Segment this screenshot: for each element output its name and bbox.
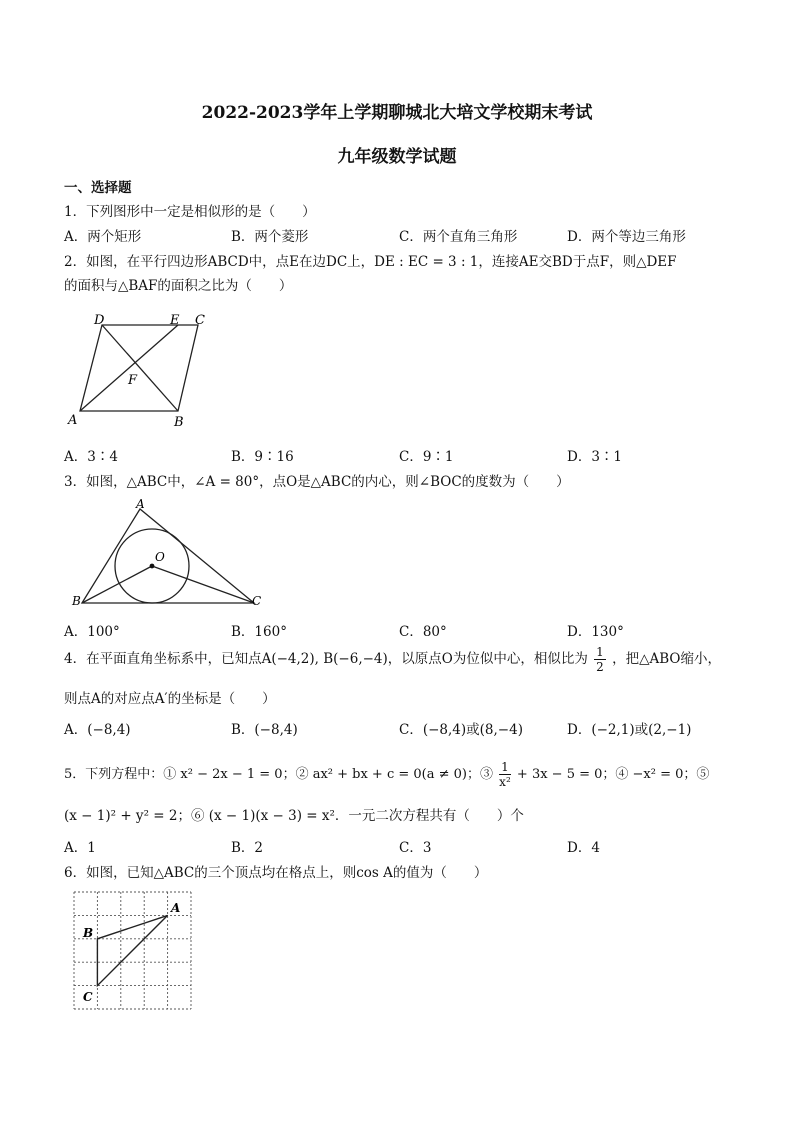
fraction-numerator: 1 (596, 645, 604, 659)
label-b: B (174, 415, 184, 430)
q6-stem: 6．如图，已知△ABC的三个顶点均在格点上，则cos A的值为（ ） (64, 865, 488, 881)
fraction-numerator: 1 (501, 760, 509, 774)
triangle-abc (97, 915, 167, 985)
q5-option-b: B．2 (231, 840, 264, 856)
q4-stem-line2: 则点A的对应点A′的坐标是（ ） (64, 691, 276, 707)
segment-ob (82, 566, 152, 603)
q3-option-d: D．130° (567, 624, 624, 640)
segment-bd (102, 325, 178, 411)
segment-oc (152, 566, 254, 603)
q5-stem-part1: 5．下列方程中：① x² − 2x − 1 = 0；② ax² + bx + c = 0(a ≠ 0)；③ (64, 767, 493, 782)
q6-grid-figure (72, 890, 197, 1015)
label-o: O (155, 550, 165, 564)
q5-option-c: C．3 (399, 840, 432, 856)
q4-stem-part2: ，把△ABO缩小， (612, 651, 721, 667)
q1-option-a: A．两个矩形 (64, 229, 142, 245)
exam-subtitle: 九年级数学试题 (337, 147, 457, 167)
q5-stem-part2: + 3x − 5 = 0；④ −x² = 0；⑤ (516, 767, 710, 782)
q3-stem: 3．如图，△ABC中，∠A = 80°，点O是△ABC的内心，则∠BOC的度数为（ ） (64, 474, 570, 490)
q4-option-b: B．(−8,4) (231, 722, 298, 738)
exam-title: 2022-2023学年上学期聊城北大培文学校期末考试 (201, 103, 593, 123)
q2-option-c: C．9∶1 (399, 449, 454, 465)
q2-option-b: B．9∶16 (231, 449, 294, 465)
q2-option-d: D．3∶1 (567, 449, 623, 465)
label-a: A (136, 497, 145, 511)
q1-option-b: B．两个菱形 (231, 229, 309, 245)
q2-stem-line1: 2．如图，在平行四边形ABCD中，点E在边DC上，DE : EC = 3 : 1，连接AE交BD于点F，则△DEF (64, 254, 677, 270)
q2-stem-line2: 的面积与△BAF的面积之比为（ ） (64, 278, 293, 294)
q5-option-d: D．4 (567, 840, 600, 856)
q3-option-c: C．80° (399, 624, 447, 640)
q5-stem-line1 (64, 760, 709, 789)
label-b: B (83, 926, 94, 940)
q2-option-a: A．3∶4 (64, 449, 118, 465)
q1-option-c: C．两个直角三角形 (399, 229, 518, 245)
segment-ae (80, 325, 178, 411)
section-heading: 一、选择题 (64, 180, 132, 196)
label-a: A (171, 901, 181, 915)
q5-stem-line2: (x − 1)² + y² = 2；⑥ (x − 1)(x − 3) = x²．一元二次方程共有（ ）个 (64, 808, 524, 824)
label-c: C (83, 990, 93, 1004)
label-b: B (72, 594, 81, 608)
q1-option-d: D．两个等边三角形 (567, 229, 686, 245)
label-d: D (94, 313, 105, 328)
center-point-o (150, 564, 155, 569)
fraction-denominator: x² (499, 775, 511, 789)
label-c: C (195, 313, 205, 328)
q3-incircle-figure (70, 497, 270, 612)
q4-ratio-fraction (594, 645, 606, 674)
q4-stem-part1: 4．在平面直角坐标系中，已知点A(−4,2), B(−6,−4)，以原点O为位似中心，相似比为 (64, 651, 588, 667)
label-f: F (128, 373, 138, 388)
q4-option-c: C．(−8,4)或(8,−4) (399, 722, 523, 738)
label-c: C (252, 594, 262, 608)
q4-option-d: D．(−2,1)或(2,−1) (567, 722, 692, 738)
label-a: A (68, 413, 78, 428)
parallelogram-abcd (80, 325, 198, 411)
fraction-denominator: 2 (596, 660, 604, 674)
q5-fraction (499, 760, 511, 789)
q1-stem: 1．下列图形中一定是相似形的是（ ） (64, 204, 316, 220)
q3-option-a: A．100° (64, 624, 120, 640)
q3-option-b: B．160° (231, 624, 287, 640)
label-e: E (170, 313, 180, 328)
q5-option-a: A．1 (64, 840, 96, 856)
q2-parallelogram-figure (64, 310, 224, 430)
q4-stem-line1 (64, 645, 721, 674)
q4-option-a: A．(−8,4) (64, 722, 131, 738)
